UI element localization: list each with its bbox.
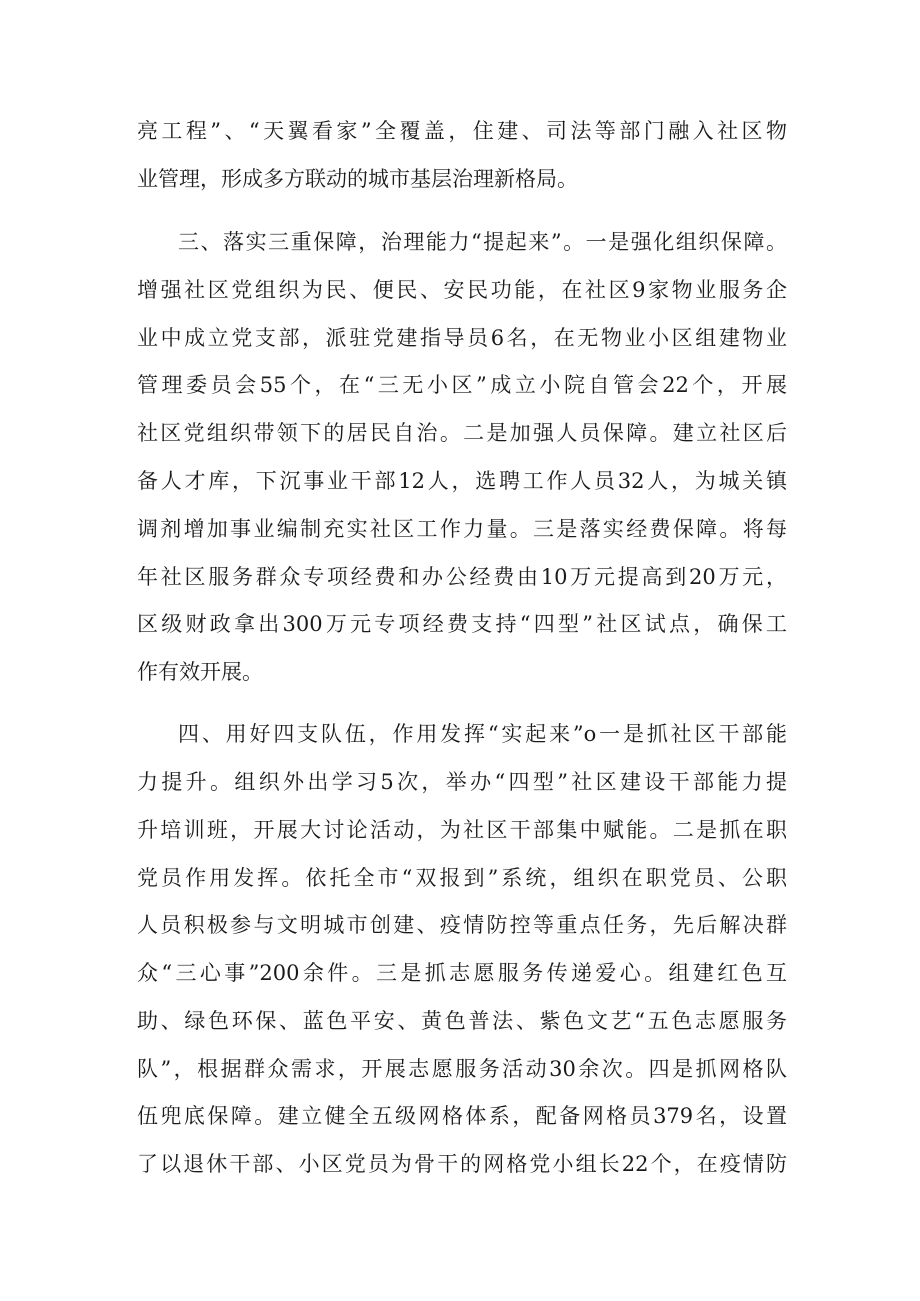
paragraph-2-line-10: 作有效开展。 [137,660,263,684]
paragraph-3-line-7: 助、绿色环保、蓝色平安、黄色普法、紫色文艺“五色志愿服务 [137,1009,787,1033]
paragraph-2-line-4: 管理委员会55个，在“三无小区”成立小院自管会22个，开展 [137,373,787,397]
paragraph-3-line-3: 升培训班，开展大讨论活动，为社区干部集中赋能。二是抓在职 [137,818,787,842]
paragraph-2-line-7: 调剂增加事业编制充实社区工作力量。三是落实经费保障。将每 [137,517,787,541]
paragraph-2-line-2: 增强社区党组织为民、便民、安民功能，在社区9家物业服务企 [137,278,787,302]
paragraph-3-line-9: 伍兜底保障。建立健全五级网格体系，配备网格员379名，设置 [137,1104,787,1128]
paragraph-3-line-6: 众“三心事”200余件。三是抓志愿服务传递爱心。组建红色互 [137,961,787,985]
paragraph-2-line-5: 社区党组织带领下的居民自治。二是加强人员保障。建立社区后 [137,421,787,445]
paragraph-3-line-4: 党员作用发挥。依托全市“双报到”系统，组织在职党员、公职 [137,866,787,890]
paragraph-1-line-2: 业管理，形成多方联动的城市基层治理新格局。 [137,167,578,191]
paragraph-3-line-1: 四、用好四支队伍，作用发挥“实起来”o一是抓社区干部能 [178,722,787,746]
paragraph-3-line-8: 队”，根据群众需求，开展志愿服务活动30余次。四是抓网格队 [137,1057,787,1081]
paragraph-2-line-3: 业中成立党支部，派驻党建指导员6名，在无物业小区组建物业 [137,326,787,350]
paragraph-3-line-10: 了以退休干部、小区党员为骨干的网格党小组长22个，在疫情防 [137,1152,787,1176]
paragraph-3-line-5: 人员积极参与文明城市创建、疫情防控等重点任务，先后解决群 [137,913,787,937]
paragraph-2-line-9: 区级财政拿出300万元专项经费支持“四型”社区试点，确保工 [137,612,787,636]
paragraph-1-line-1: 亮工程”、“天翼看家”全覆盖，住建、司法等部门融入社区物 [137,119,787,143]
paragraph-2-line-6: 备人才库，下沉事业干部12人，选聘工作人员32人，为城关镇 [137,469,787,493]
paragraph-3-line-2: 力提升。组织外出学习5次，举办“四型”社区建设干部能力提 [137,770,787,794]
paragraph-2-line-8: 年社区服务群众专项经费和办公经费由10万元提高到20万元， [137,565,787,589]
paragraph-2-line-1: 三、落实三重保障，治理能力“提起来”。一是强化组织保障。 [178,230,787,254]
